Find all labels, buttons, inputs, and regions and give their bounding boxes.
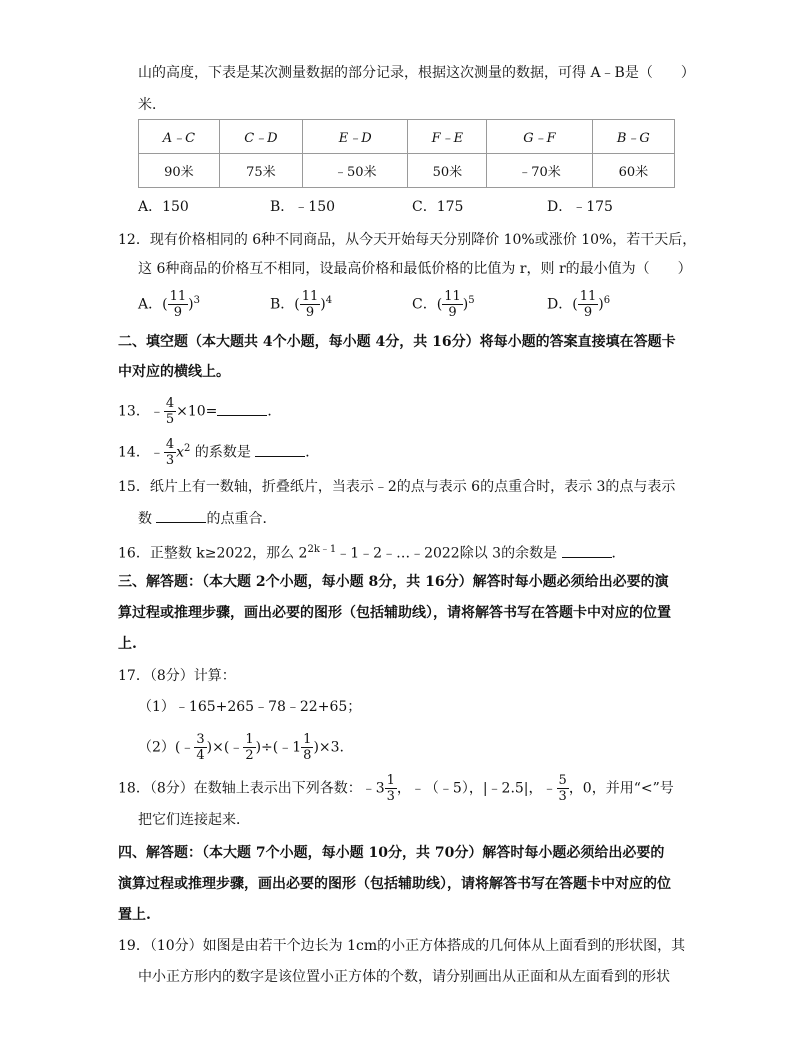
fraction: $\frac{4}{5}$: [165, 396, 175, 427]
q14: 14．﹣ $\frac{4}{3}$ $x^2$ 的系数是 ．: [118, 437, 320, 468]
table-cell: 90米: [139, 154, 220, 188]
q11-choice-d: D．﹣175: [547, 199, 613, 215]
table-header-cell: F﹣E: [408, 120, 487, 154]
table-row: [139, 154, 675, 188]
table-header-cell: A﹣C: [139, 120, 220, 154]
section4-heading-line3: 置上.: [118, 907, 151, 923]
table-cell: 60米: [592, 154, 674, 188]
fraction: $\frac{11}{9}$: [169, 289, 187, 320]
answer-blank: [217, 401, 267, 416]
q12-choice-d: D．( $\frac{11}{9}$ )$^6$: [547, 289, 611, 320]
fraction: $\frac{5}{3}$: [558, 773, 567, 804]
q18-line1: 18．（8分）在数轴上表示出下列各数：﹣3 $\frac{1}{3}$ ，﹣（﹣5），|﹣2.5|，﹣ $\frac{5}{3}$ ，0，并用“<”号: [118, 773, 674, 804]
section2-heading-line1: 二、填空题（本大题共 4个小题，每小题 4分，共 16分）将每小题的答案直接填在答题卡: [118, 334, 676, 350]
q17-part1: （1）﹣165+265﹣78﹣22+65；: [138, 699, 362, 715]
table-cell: 75米: [219, 154, 302, 188]
section4-heading-line2: 演算过程或推理步骤，画出必要的图形（包括辅助线），请将解答书写在答题卡中对应的位: [118, 876, 671, 892]
table-cell: ﹣50米: [303, 154, 408, 188]
q11-choice-a: A．150: [138, 199, 189, 215]
section4-heading-line1: 四、解答题：（本大题 7个小题，每小题 10分，共 70分）解答时每小题必须给出必要的: [118, 845, 665, 861]
measurement-table: [138, 119, 675, 188]
table-header-row: [139, 120, 675, 154]
fraction: $\frac{1}{8}$: [303, 732, 312, 763]
fraction: $\frac{1}{3}$: [386, 773, 395, 804]
q12-line2: 这 6种商品的价格互不相同，设最高价格和最低价格的比值为 r，则 r的最小值为（ ）: [138, 261, 692, 277]
answer-blank: [562, 543, 612, 558]
fraction: $\frac{11}{9}$: [444, 289, 461, 320]
section2-heading-line2: 中对应的横线上。: [118, 364, 230, 380]
fraction: $\frac{11}{9}$: [301, 289, 319, 320]
q19-line2: 中小正方形内的数字是该位置小正方体的个数，请分别画出从正面和从左面看到的形状: [138, 969, 670, 985]
q16: 16．正整数 k≥2022，那么 $2^{2k﹣1}﹣1﹣2﹣\dots﹣2022$除以 3的余数是 ．: [118, 544, 626, 562]
fraction: $\frac{11}{9}$: [579, 289, 597, 320]
q13: 13．﹣ $\frac{4}{5}$ ×10= ．: [118, 396, 282, 427]
table-header-cell: G﹣F: [487, 120, 592, 154]
q12-choice-b: B．( $\frac{11}{9}$ )$^4$: [270, 289, 333, 320]
q17-part2: （2）(﹣ $\frac{3}{4}$ )×(﹣ $\frac{1}{2}$ )÷(﹣1 $\frac{1}{8}$ )×3.: [138, 732, 344, 763]
q15-line2: 数 的点重合．: [138, 508, 276, 529]
answer-blank: [255, 442, 305, 457]
q17-title: 17．（8分）计算：: [118, 668, 236, 684]
q11-line1: 山的高度，下表是某次测量数据的部分记录，根据这次测量的数据，可得 A﹣B是（ ）: [138, 65, 695, 81]
answer-blank: [156, 508, 206, 523]
q12-choice-c: C．( $\frac{11}{9}$ )$^5$: [412, 289, 475, 320]
table-header-cell: B﹣G: [592, 120, 674, 154]
q19-line1: 19．（10分）如图是由若干个边长为 1cm的小正方体搭成的几何体从上面看到的形状图，其: [118, 938, 686, 954]
q18-line2: 把它们连接起来．: [138, 812, 250, 828]
table-header-cell: E﹣D: [303, 120, 408, 154]
table-header-cell: C﹣D: [219, 120, 302, 154]
q12-choice-a: A．( $\frac{11}{9}$ )$^3$: [138, 289, 200, 320]
fraction: $\frac{1}{2}$: [245, 732, 254, 763]
section3-heading-line2: 算过程或推理步骤，画出必要的图形（包括辅助线），请将解答书写在答题卡中对应的位置: [118, 605, 671, 621]
q11-line2: 米．: [138, 97, 166, 113]
q11-choice-b: B．﹣150: [270, 199, 336, 215]
q12-line1: 12．现有价格相同的 6种不同商品，从今天开始每天分别降价 10%或涨价 10%，若干天后，: [118, 232, 697, 248]
fraction: $\frac{3}{4}$: [196, 732, 205, 763]
table-cell: ﹣70米: [487, 154, 592, 188]
q11-choice-c: C．175: [412, 199, 464, 215]
q15-line1: 15．纸片上有一数轴，折叠纸片，当表示﹣2的点与表示 6的点重合时，表示 3的点与表示: [118, 479, 676, 495]
section3-heading-line3: 上.: [118, 636, 137, 652]
fraction: $\frac{4}{3}$: [165, 437, 175, 468]
section3-heading-line1: 三、解答题：（本大题 2个小题，每小题 8分，共 16分）解答时每小题必须给出必要的演: [118, 574, 669, 590]
table-cell: 50米: [408, 154, 487, 188]
